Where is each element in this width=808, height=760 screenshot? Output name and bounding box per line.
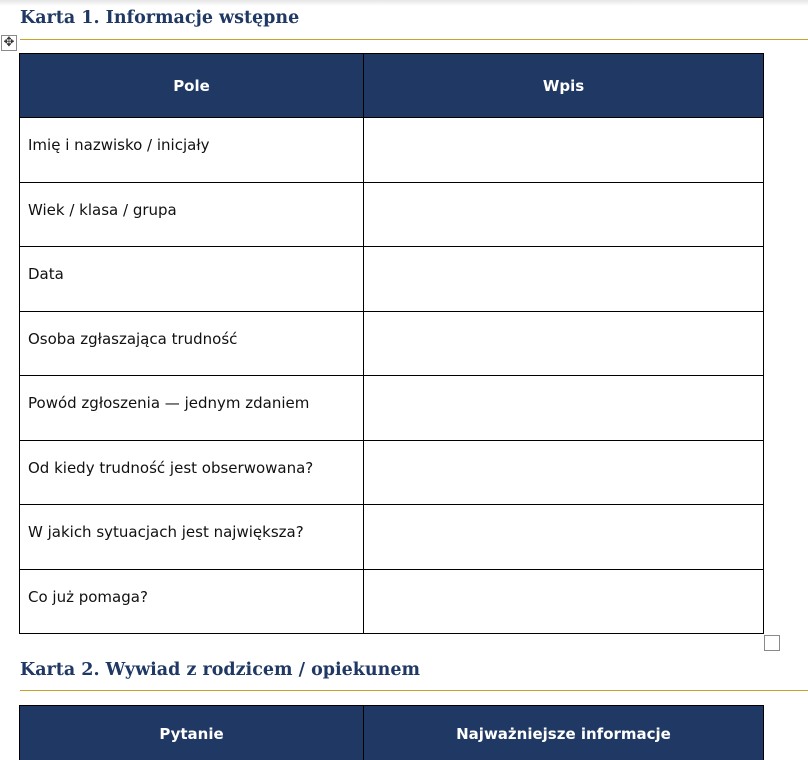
row-label-cell: [20, 505, 364, 570]
row-label: Powód zgłoszenia — jednym zdaniem: [28, 394, 310, 412]
card2-header-question: Pytanie: [20, 706, 364, 760]
row-label-cell: [20, 569, 364, 634]
table-resize-handle-icon[interactable]: [764, 635, 780, 651]
card1-header-row: [20, 54, 764, 118]
row-label-cell: [20, 311, 364, 376]
row-label: Imię i nazwisko / inicjały: [28, 136, 210, 154]
card2-header-key-info: Najważniejsze informacje: [364, 706, 764, 760]
table-row: [20, 182, 764, 247]
card1-header-entry: Wpis: [364, 54, 764, 118]
entry-cell-since[interactable]: [364, 440, 764, 505]
table-row: [20, 569, 764, 634]
row-label: Wiek / klasa / grupa: [28, 200, 177, 219]
row-label-cell: [20, 440, 364, 505]
entry-cell-reporter[interactable]: [364, 311, 764, 376]
entry-cell-date[interactable]: [364, 247, 764, 312]
card2-table: [19, 705, 764, 760]
page-top-edge: [0, 0, 808, 6]
card1-header-field: Pole: [20, 54, 364, 118]
table-move-handle-icon[interactable]: ✥: [1, 35, 17, 51]
card1-table: [19, 53, 764, 634]
entry-cell-helps[interactable]: [364, 569, 764, 634]
row-label-cell: [20, 376, 364, 441]
entry-cell-situations[interactable]: [364, 505, 764, 570]
row-label-cell: [20, 182, 364, 247]
row-label: Co już pomaga?: [28, 587, 148, 606]
table-row: [20, 440, 764, 505]
table-row: [20, 376, 764, 441]
table-row: [20, 247, 764, 312]
card1-title: Karta 1. Informacje wstępne: [20, 8, 300, 28]
table-row: [20, 505, 764, 570]
entry-cell-reason[interactable]: [364, 376, 764, 441]
row-label: Data: [28, 265, 64, 283]
entry-cell-name[interactable]: [364, 118, 764, 183]
row-label: Od kiedy trudność jest obserwowana?: [28, 458, 314, 477]
row-label: Osoba zgłaszająca trudność: [28, 329, 238, 348]
table-row: [20, 118, 764, 183]
card2-header-row: [20, 706, 764, 760]
card2-title-underline: [20, 690, 808, 691]
table-row: [20, 311, 764, 376]
card2-title: Karta 2. Wywiad z rodzicem / opiekunem: [20, 660, 421, 680]
row-label: W jakich sytuacjach jest największa?: [28, 523, 304, 541]
entry-cell-age[interactable]: [364, 182, 764, 247]
row-label-cell: [20, 247, 364, 312]
row-label-cell: [20, 118, 364, 183]
card1-title-underline: [20, 39, 808, 40]
